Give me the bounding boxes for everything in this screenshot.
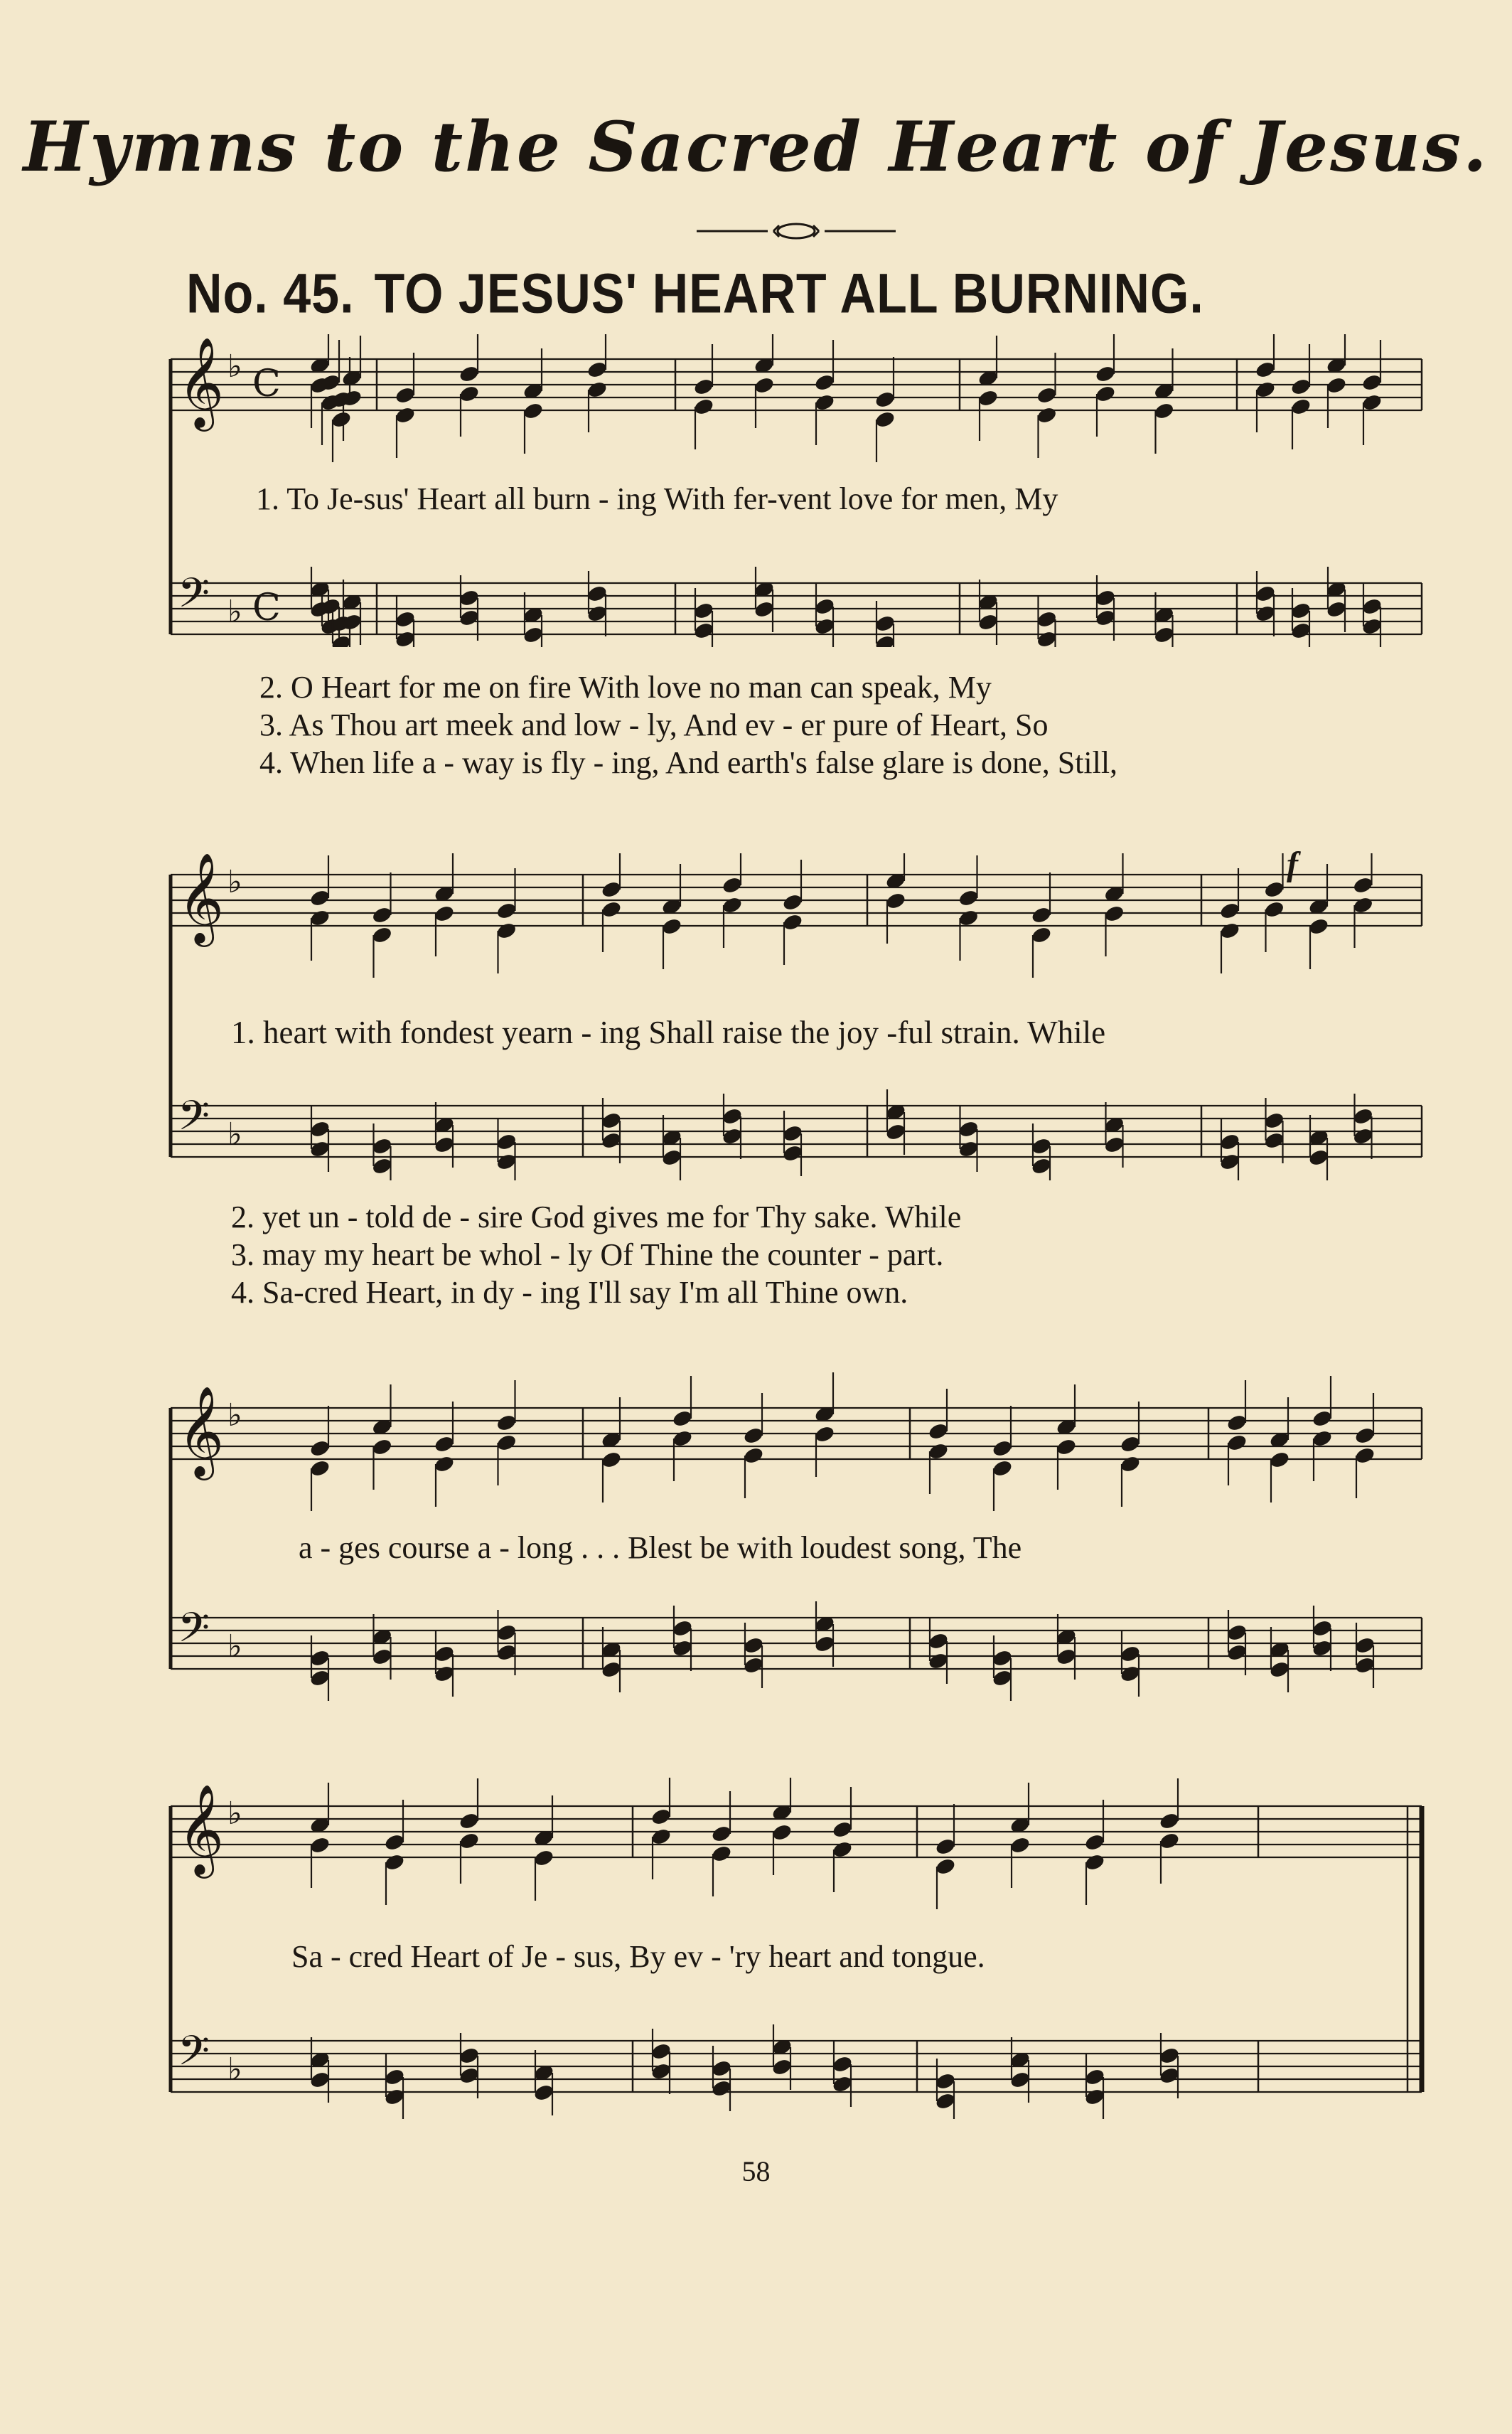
music-system-4 (149, 1778, 1429, 2119)
lyric-verse-1: 1. To Je-sus' Heart all burn - ing With fer-vent love for men, My (256, 481, 1058, 516)
page-number: 58 (741, 2155, 771, 2187)
lyric-verse-4: 4. When life a - way is fly - ing, And earth's false glare is done, Still, (259, 745, 1118, 780)
common-time-icon: C (252, 363, 281, 405)
hymn-number: No. 45. (186, 262, 355, 325)
treble-clef-icon: 𝄞 (178, 336, 225, 427)
music-system-3 (149, 1372, 1429, 1707)
flat-icon: ♭ (227, 1795, 242, 1832)
flat-icon: ♭ (227, 864, 242, 900)
treble-clef-icon: 𝄞 (178, 1385, 225, 1476)
book-title: Hymns to the Sacred Heart of Jesus. (23, 107, 1489, 187)
hymn-title: TO JESUS' HEART ALL BURNING. (374, 262, 1204, 325)
forte-mark: f (1287, 845, 1298, 883)
lyric-verse-2: 2. yet un - told de - sire God gives me for Thy sake. While (231, 1200, 962, 1234)
lyric-verse-1: 1. heart with fondest yearn - ing Shall raise the joy -ful strain. While (231, 1015, 1106, 1050)
bass-clef-icon: 𝄢 (178, 1603, 210, 1662)
lyric-verse-4: 4. Sa-cred Heart, in dy - ing I'll say I'm all Thine own. (231, 1275, 908, 1310)
music-system-2 (149, 845, 1429, 1323)
ornament-divider (697, 217, 896, 245)
bass-clef-icon: 𝄢 (178, 569, 210, 627)
lyric-verse-1: a - ges course a - long . . . Blest be with loudest song, The (299, 1530, 1022, 1565)
lyric-verse-1: Sa - cred Heart of Je - sus, By ev - 'ry heart and tongue. (291, 1939, 985, 1974)
flat-icon: ♭ (227, 1397, 242, 1434)
lyric-verse-3: 3. may my heart be whol - ly Of Thine the counter - part. (231, 1237, 944, 1272)
hymn-heading (186, 262, 1224, 326)
flat-icon: ♭ (227, 2051, 242, 2088)
treble-clef-icon: 𝄞 (178, 1783, 225, 1874)
flat-icon: ♭ (227, 348, 242, 385)
common-time-icon: C (252, 587, 281, 629)
music-system-1 (149, 334, 1429, 796)
flat-icon: ♭ (227, 594, 242, 630)
bass-clef-icon: 𝄢 (178, 2027, 210, 2085)
lyric-verse-3: 3. As Thou art meek and low - ly, And ev - er pure of Heart, So (259, 708, 1049, 742)
flat-icon: ♭ (227, 1116, 242, 1153)
bass-clef-icon: 𝄢 (178, 1091, 210, 1150)
lyric-verse-2: 2. O Heart for me on fire With love no man can speak, My (259, 670, 992, 705)
treble-clef-icon: 𝄞 (178, 853, 225, 943)
flat-icon: ♭ (227, 1628, 242, 1665)
